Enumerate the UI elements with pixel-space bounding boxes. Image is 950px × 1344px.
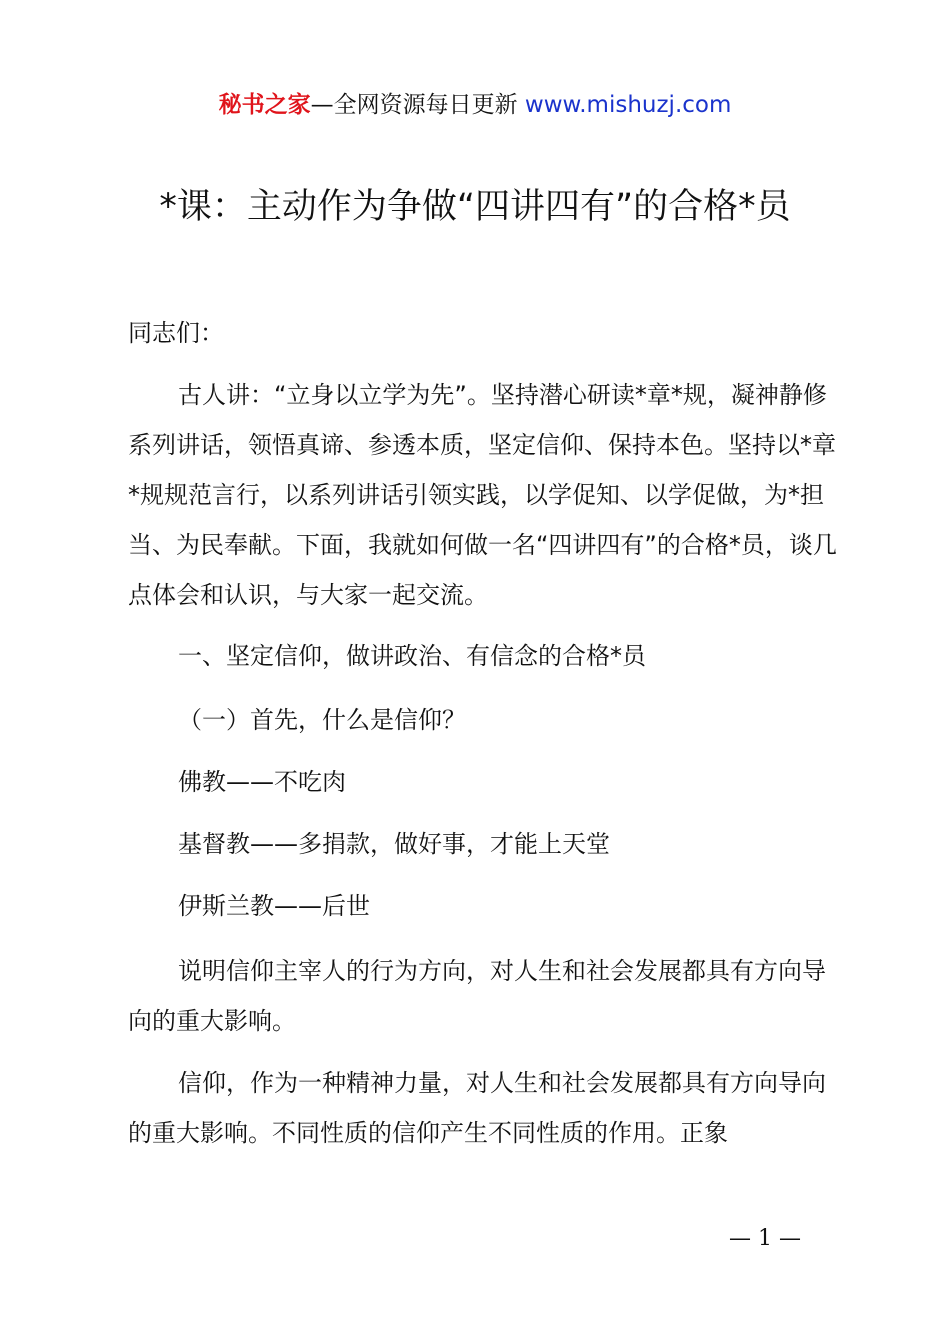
faith-paragraph: 信仰，作为一种精神力量，对人生和社会发展都具有方向导向的重大影响。不同性质的信仰产生不同性质的作用。正象 (128, 1069, 826, 1147)
site-url-link[interactable]: www.mishuzj.com (524, 92, 732, 118)
intro-paragraph: 古人讲：“立身以立学为先”。坚持潜心研读*章*规，凝神静修系列讲话，领悟真谛、参透本质，坚定信仰、保持本色。坚持以*章*规规范言行，以系列讲话引领实践，以学促知、以学促做，为*担当、为民奉献。下面，我就如何做一名“四讲四有”的合格*员，谈几点体会和认识，与大家一起交流。 (128, 381, 837, 609)
explain-paragraph: 说明信仰主宰人的行为方向，对人生和社会发展都具有方向导向的重大影响。 (128, 957, 826, 1035)
site-brand: 秘书之家 (218, 92, 311, 118)
section-heading-1: 一、坚定信仰，做讲政治、有信念的合格*员 (178, 642, 646, 670)
greeting: 同志们： (128, 319, 224, 347)
document-title: *课：主动作为争做“四讲四有”的合格*员 (159, 187, 791, 227)
page-number: — 1 — (729, 1226, 801, 1251)
site-slogan: —全网资源每日更新 (310, 92, 525, 118)
list-item: 佛教——不吃肉 (178, 768, 346, 796)
list-item: 基督教——多捐款，做好事，才能上天堂 (178, 830, 610, 858)
site-header (0, 88, 950, 122)
subsection-heading-1: （一）首先，什么是信仰？ (178, 706, 466, 734)
list-item: 伊斯兰教——后世 (178, 892, 370, 920)
